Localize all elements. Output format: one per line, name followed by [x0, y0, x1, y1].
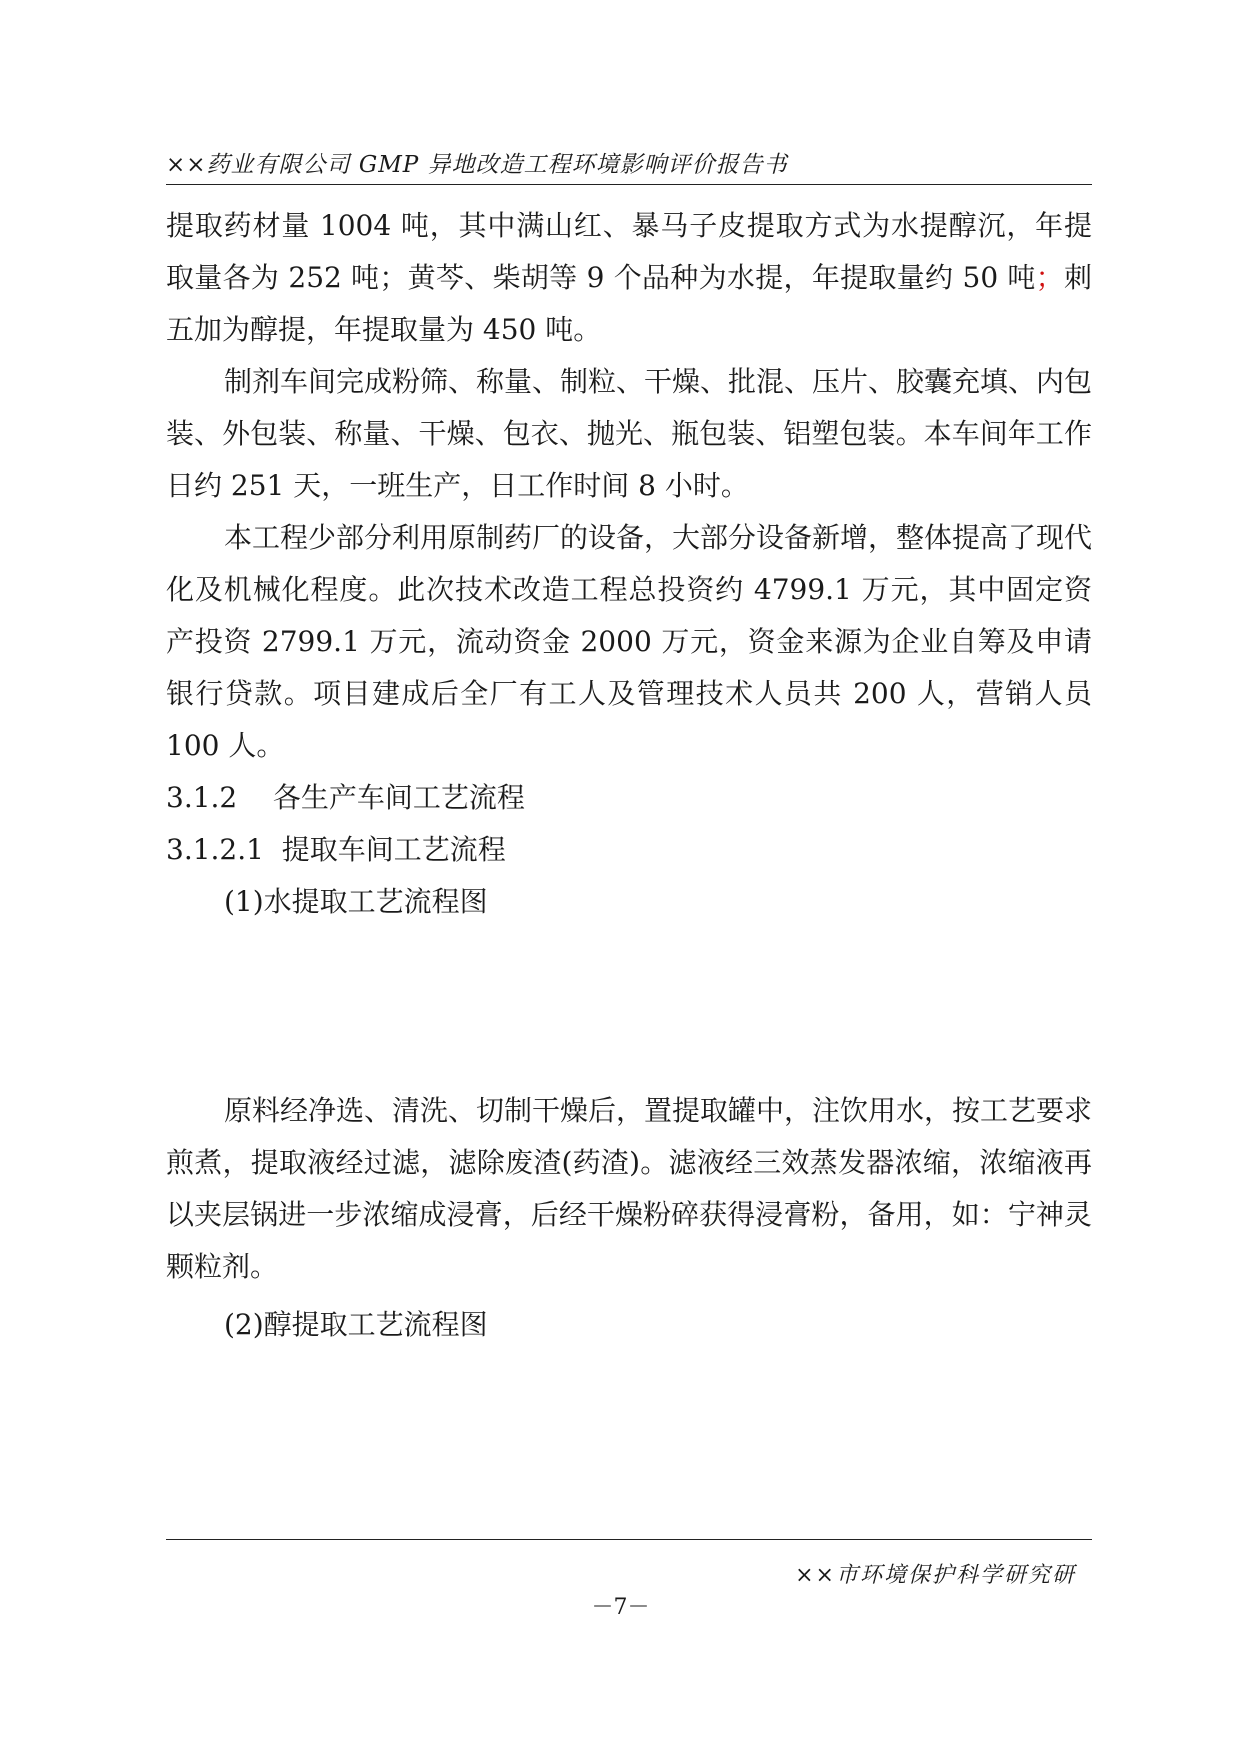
body-section-upper: [166, 200, 1092, 928]
paragraph-extraction-volume-text-a: 提取药材量 1004 吨，其中满山红、暴马子皮提取方式为水提醇沉，年提取量各为 252 吨；黄芩、柴胡等 9 个品种为水提，年提取量约 50 吨: [166, 209, 1092, 294]
body-section-lower: [166, 1085, 1092, 1351]
paragraph-investment: 本工程少部分利用原制药厂的设备，大部分设备新增，整体提高了现代化及机械化程度。此次技术改造工程总投资约 4799.1 万元，其中固定资产投资 2799.1 万元，流动资金 2000 万元，资金来源为企业自筹及申请银行贷款。项目建成后全厂有工人及管理技术人员共 200 人，营销人员 100 人。: [166, 521, 1093, 762]
red-semicolon: ；: [1035, 261, 1064, 294]
section-heading-3-1-2: 3.1.2 各生产车间工艺流程: [166, 781, 525, 814]
water-extraction-flow-caption: (1)水提取工艺流程图: [224, 885, 488, 918]
section-heading-3-1-2-1: 3.1.2.1 提取车间工艺流程: [166, 833, 506, 866]
page-number: －7－: [591, 1595, 650, 1620]
header-divider: [166, 184, 1092, 185]
alcohol-extraction-flow-caption: (2)醇提取工艺流程图: [224, 1308, 488, 1341]
paragraph-preparation-workshop: 制剂车间完成粉筛、称量、制粒、干燥、批混、压片、胶囊充填、内包装、外包装、称量、干燥、包衣、抛光、瓶包装、铝塑包装。本车间年工作日约 251 天，一班生产，日工作时间 8 小时。: [166, 365, 1093, 502]
footer-divider: [166, 1539, 1092, 1540]
paragraph-water-extraction-process: 原料经净选、清洗、切制干燥后，置提取罐中，注饮用水，按工艺要求煎煮，提取液经过滤，滤除废渣(药渣)。滤液经三效蒸发器浓缩，浓缩液再以夹层锅进一步浓缩成浸膏，后经干燥粉碎获得浸膏粉，备用，如：宁神灵颗粒剂。: [166, 1094, 1093, 1283]
document-header-title: ××药业有限公司 GMP 异地改造工程环境影响评价报告书: [166, 152, 788, 178]
paragraph-extraction-volume: [166, 200, 1092, 356]
paragraph-extraction-volume-text-b: 刺五加为醇提，年提取量为 450 吨。: [166, 261, 1092, 346]
footer-organization: ××市环境保护科学研究研: [795, 1563, 1076, 1588]
